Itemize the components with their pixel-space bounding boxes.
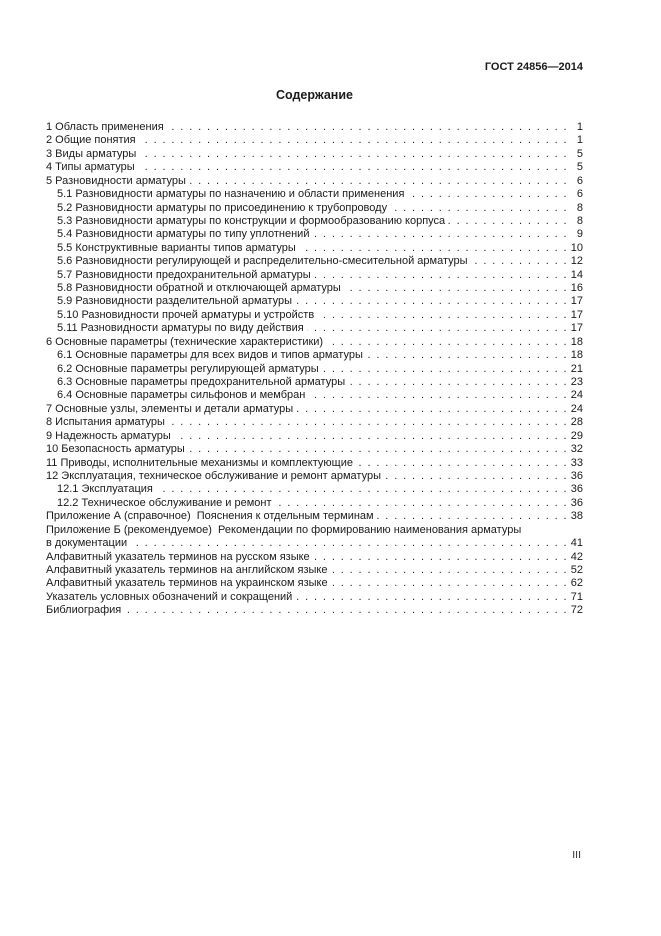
toc-entry-label: 12 Эксплуатация, техническое обслуживание и ремонт арматуры — [46, 469, 381, 482]
toc-entry — [46, 510, 583, 523]
toc-entry-page: 17 — [570, 295, 583, 308]
toc-entry — [46, 524, 583, 537]
toc-entry — [46, 457, 583, 470]
toc-entry-label: Библиография — [46, 604, 122, 617]
toc-entry-page: 18 — [570, 335, 583, 348]
toc-entry-label: 11 Приводы, исполнительные механизмы и комплектующие — [46, 456, 353, 469]
toc-entry — [46, 483, 583, 496]
toc-entry — [46, 497, 583, 510]
toc-entry-page: 5 — [576, 147, 583, 160]
toc-entry-label: 8 Испытания арматуры — [46, 416, 165, 429]
page-title: Содержание — [275, 88, 353, 102]
toc-entry-label: 5.6 Разновидности регулирующей и распределительно-смесительной арматуры — [57, 255, 468, 268]
toc-entry-label: 7 Основные узлы, элементы и детали арматуры — [46, 402, 294, 415]
dot-leader-icon — [295, 591, 568, 604]
toc-entry — [46, 322, 583, 335]
toc-entry-page: 36 — [570, 496, 583, 509]
toc-entry — [46, 228, 583, 241]
dot-leader-icon — [322, 363, 568, 376]
toc-entry-label: 5.11 Разновидности арматуры по виду действия — [57, 322, 304, 335]
toc-entry-page: 16 — [570, 282, 583, 295]
toc-entry-label: 5.3 Разновидности арматуры по конструкции и формообразованию корпуса — [57, 214, 446, 227]
toc-entry — [46, 282, 583, 295]
toc-entry-page: 17 — [570, 322, 583, 335]
toc-entry — [46, 363, 583, 376]
dot-leader-icon — [167, 121, 568, 134]
toc-entry-label: Указатель условных обозначений и сокращений — [46, 590, 293, 603]
toc-entry-page: 38 — [570, 510, 583, 523]
dot-leader-icon — [139, 134, 568, 147]
toc-entry-label: Приложение Б (рекомендуемое) Рекомендации по формированию наименования арматуры — [46, 523, 522, 536]
toc-entry-page: 24 — [570, 389, 583, 402]
dot-leader-icon — [138, 161, 568, 174]
toc-entry-label: 5.1 Разновидности арматуры по назначению и области применения — [57, 188, 405, 201]
toc-entry-page: 72 — [570, 604, 583, 617]
toc-entry-label: Алфавитный указатель терминов на русском языке — [46, 550, 310, 563]
dot-leader-icon — [312, 228, 568, 241]
toc-entry-label: Приложение А (справочное) Пояснения к отдельным терминам — [46, 510, 374, 523]
toc-entry-page: 36 — [570, 483, 583, 496]
toc-entry-label: 5 Разновидности арматуры — [46, 174, 186, 187]
dot-leader-icon — [139, 148, 568, 161]
toc-entry — [46, 295, 583, 308]
toc-entry-page: 8 — [576, 214, 583, 227]
toc-entry-page: 8 — [576, 201, 583, 214]
toc-entry-page: 10 — [570, 241, 583, 254]
toc-entry — [46, 336, 583, 349]
toc-entry-page: 1 — [576, 134, 583, 147]
toc-entry — [46, 551, 583, 564]
toc-entry-page: 21 — [570, 362, 583, 375]
dot-leader-icon — [330, 564, 568, 577]
toc-entry-label: 5.5 Конструктивные варианты типов арматуры — [57, 241, 296, 254]
toc-entry-page: 23 — [570, 376, 583, 389]
toc-entry-page: 1 — [576, 121, 583, 133]
dot-leader-icon — [275, 497, 568, 510]
toc-entry — [46, 564, 583, 577]
toc-entry-label: 2 Общие понятия — [46, 134, 136, 147]
toc-entry — [46, 389, 583, 402]
toc-entry — [46, 604, 583, 617]
dot-leader-icon — [295, 295, 568, 308]
toc-entry — [46, 269, 583, 282]
toc-entry — [46, 161, 583, 174]
table-of-contents — [46, 121, 583, 618]
toc-entry-page: 24 — [570, 402, 583, 415]
dot-leader-icon — [331, 577, 568, 590]
toc-entry-page: 28 — [570, 416, 583, 429]
toc-entry-label: 9 Надежность арматуры — [46, 429, 171, 442]
dot-leader-icon — [130, 537, 568, 550]
toc-entry-page: 14 — [570, 268, 583, 281]
toc-entry-label: 3 Виды арматуры — [46, 147, 137, 160]
toc-entry-page: 9 — [576, 228, 583, 241]
toc-entry-label: 5.2 Разновидности арматуры по присоединению к трубопроводу — [57, 201, 388, 214]
toc-entry-page: 18 — [570, 349, 583, 362]
page-number-roman: III — [572, 849, 581, 861]
dot-leader-icon — [168, 416, 568, 429]
dot-leader-icon — [377, 510, 568, 523]
toc-entry-label: 6.1 Основные параметры для всех видов и типов арматуры — [57, 349, 363, 362]
dot-leader-icon — [156, 483, 568, 496]
dot-leader-icon — [344, 282, 568, 295]
toc-entry-label: Алфавитный указатель терминов на английском языке — [46, 563, 328, 576]
dot-leader-icon — [307, 322, 568, 335]
dot-leader-icon — [326, 336, 568, 349]
toc-entry-label: 6.4 Основные параметры сильфонов и мембран — [57, 389, 306, 402]
toc-entry-label: 12.2 Техническое обслуживание и ремонт — [57, 496, 272, 509]
dot-leader-icon — [356, 457, 568, 470]
doc-number: ГОСТ 24856—2014 — [484, 61, 583, 73]
toc-entry — [46, 188, 583, 201]
toc-entry-page: 29 — [570, 429, 583, 442]
toc-entry — [46, 591, 583, 604]
dot-leader-icon — [174, 430, 568, 443]
toc-entry — [46, 134, 583, 147]
toc-entry — [46, 470, 583, 483]
toc-entry-label: 6.3 Основные параметры предохранительной арматуры — [57, 376, 346, 389]
toc-entry-label: 5.8 Разновидности обратной и отключающей арматуры — [57, 282, 341, 295]
toc-entry — [46, 537, 583, 550]
toc-entry-label: 6 Основные параметры (технические характеристики) — [46, 335, 324, 348]
toc-entry-page: 33 — [570, 456, 583, 469]
toc-entry — [46, 148, 583, 161]
toc-entry — [46, 175, 583, 188]
toc-entry-page: 6 — [576, 174, 583, 187]
dot-leader-icon — [189, 175, 568, 188]
toc-entry — [46, 577, 583, 590]
dot-leader-icon — [471, 255, 568, 268]
toc-entry-label: 5.9 Разновидности разделительной арматуры — [57, 295, 292, 308]
toc-entry-label: 5.10 Разновидности прочей арматуры и устройств — [57, 308, 315, 321]
toc-entry-label: 4 Типы арматуры — [46, 161, 135, 174]
toc-entry-label: 6.2 Основные параметры регулирующей арматуры — [57, 362, 319, 375]
toc-entry-page: 62 — [570, 577, 583, 590]
dot-leader-icon — [299, 242, 568, 255]
dot-leader-icon — [390, 202, 568, 215]
toc-entry-label: 12.1 Эксплуатация — [57, 483, 153, 496]
toc-entry — [46, 443, 583, 456]
toc-entry-page: 71 — [570, 590, 583, 603]
toc-entry-label: в документации — [46, 537, 128, 550]
toc-entry — [46, 403, 583, 416]
toc-entry — [46, 416, 583, 429]
toc-entry — [46, 242, 583, 255]
dot-leader-icon — [188, 443, 568, 456]
dot-leader-icon — [308, 389, 568, 402]
toc-entry-page: 32 — [570, 443, 583, 456]
dot-leader-icon — [124, 604, 568, 617]
dot-leader-icon — [314, 269, 568, 282]
toc-entry-page: 52 — [570, 563, 583, 576]
dot-leader-icon — [366, 349, 568, 362]
toc-entry — [46, 215, 583, 228]
toc-entry-page: 6 — [576, 188, 583, 201]
dot-leader-icon — [407, 188, 568, 201]
toc-entry-label: 10 Безопасность арматуры — [46, 443, 185, 456]
toc-entry-page: 41 — [570, 537, 583, 550]
dot-leader-icon — [448, 215, 568, 228]
toc-entry — [46, 376, 583, 389]
toc-entry — [46, 309, 583, 322]
toc-entry — [46, 349, 583, 362]
toc-entry-page: 42 — [570, 550, 583, 563]
toc-entry — [46, 121, 583, 134]
toc-entry-page: 36 — [570, 469, 583, 482]
toc-entry-label: 1 Область применения — [46, 121, 164, 133]
dot-leader-icon — [313, 551, 568, 564]
dot-leader-icon — [384, 470, 568, 483]
dot-leader-icon — [348, 376, 568, 389]
toc-entry-label: 5.4 Разновидности арматуры по типу уплотнений — [57, 228, 310, 241]
toc-entry — [46, 202, 583, 215]
toc-entry-label: 5.7 Разновидности предохранительной арматуры — [57, 268, 311, 281]
toc-entry — [46, 255, 583, 268]
toc-entry-page: 17 — [570, 308, 583, 321]
toc-entry-label: Алфавитный указатель терминов на украинском языке — [46, 577, 328, 590]
toc-entry — [46, 430, 583, 443]
toc-entry-page: 5 — [576, 161, 583, 174]
dot-leader-icon — [317, 309, 568, 322]
toc-entry-page: 12 — [570, 255, 583, 268]
dot-leader-icon — [296, 403, 568, 416]
